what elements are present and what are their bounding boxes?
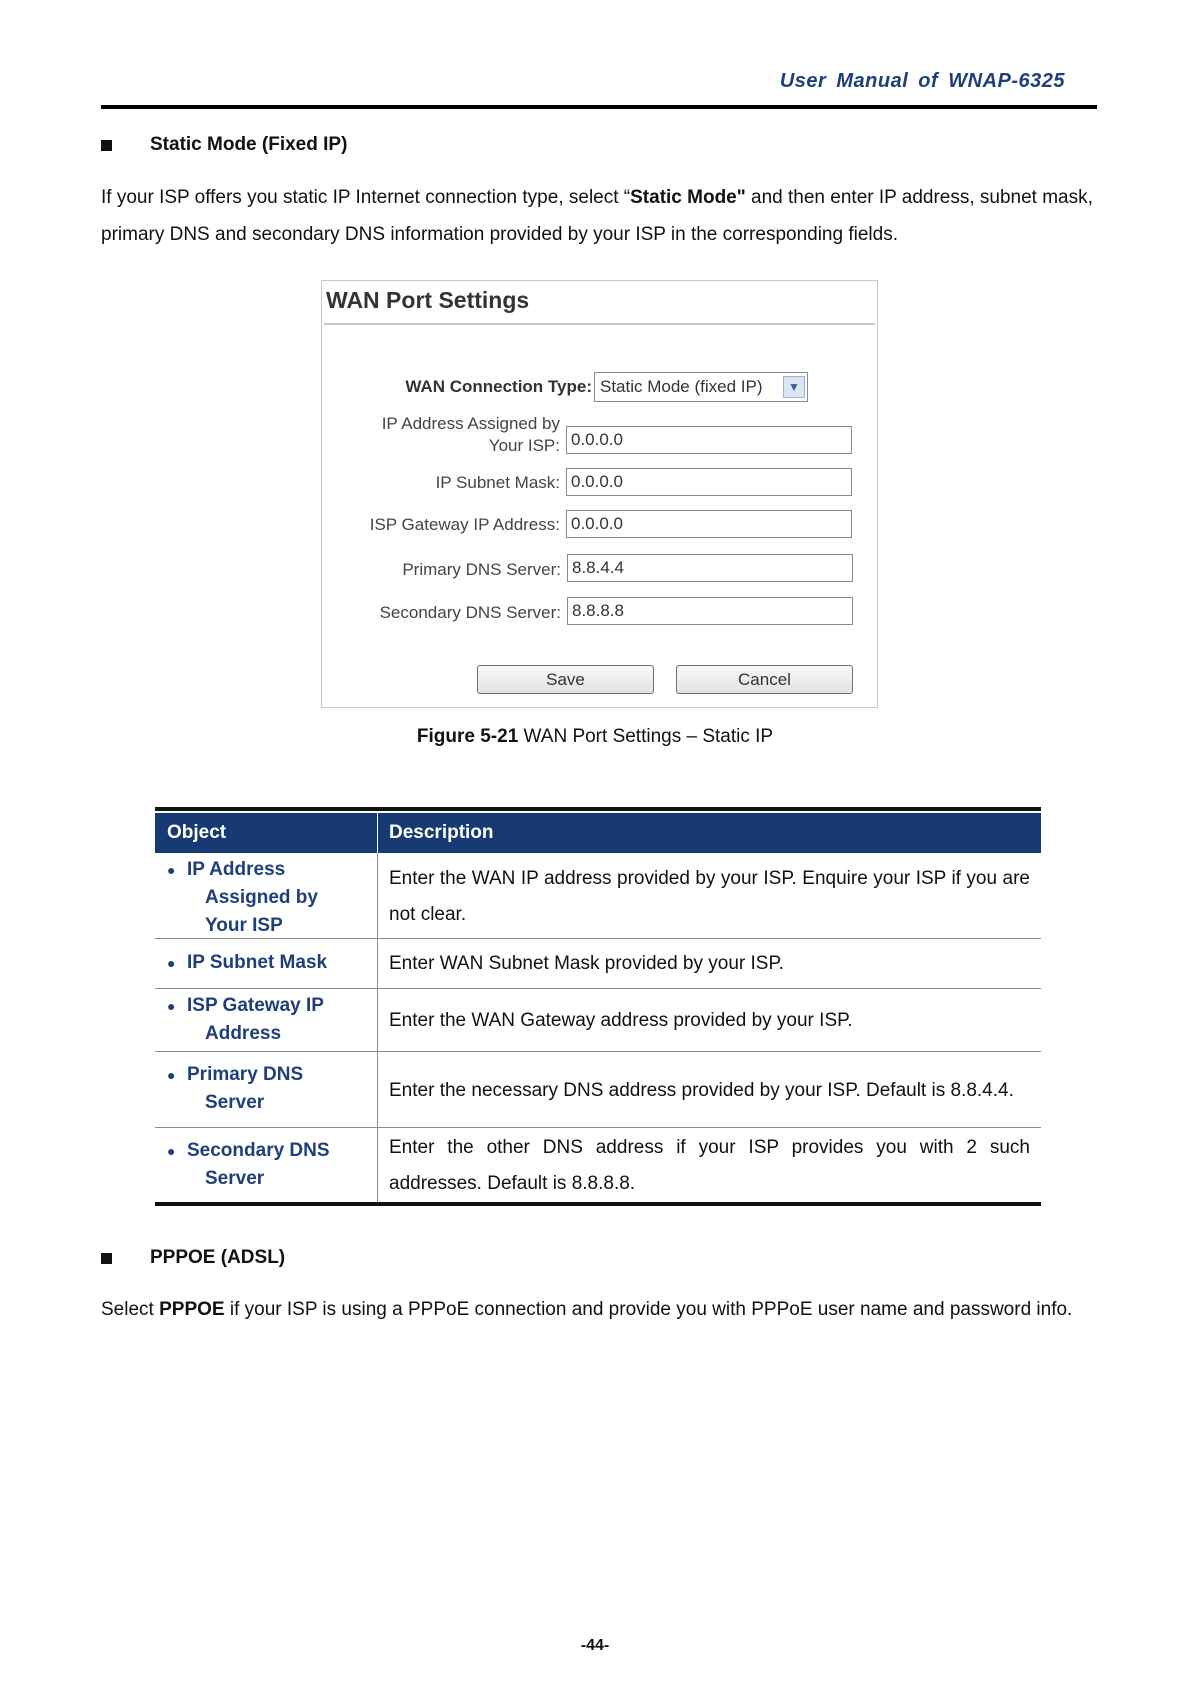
intro-text-2: and then enter IP address, subnet mask, primary DNS and secondary DNS information provided by your ISP in the corresponding fields.	[101, 187, 1093, 245]
secondary-dns-row	[322, 597, 877, 629]
table-cell-description: Enter the WAN IP address provided by your ISP. Enquire your ISP if you are not clear.	[389, 867, 1030, 925]
intro-text-1: If your ISP offers you static IP Internet connection type, select “	[101, 187, 631, 208]
object-line: Your ISP	[205, 915, 283, 936]
chevron-down-icon[interactable]: ▼	[783, 376, 805, 398]
square-bullet-icon	[101, 140, 112, 151]
static-mode-intro	[101, 179, 1098, 253]
table-cell-object	[155, 939, 378, 988]
static-mode-heading-text: Static Mode (Fixed IP)	[150, 134, 348, 155]
table-row	[155, 938, 1041, 988]
object-line: Server	[205, 1092, 265, 1113]
pppoe-intro	[101, 1291, 1098, 1328]
object-line: Assigned by	[205, 887, 318, 908]
save-button[interactable]: Save	[477, 665, 654, 694]
manual-header-title: User Manual of WNAP-6325	[779, 70, 1065, 92]
table-cell-description: Enter WAN Subnet Mask provided by your ISP.	[389, 952, 784, 974]
connection-type-label: WAN Connection Type:	[405, 377, 592, 396]
table-cell-description: Enter the necessary DNS address provided by your ISP. Default is 8.8.4.4.	[389, 1079, 1014, 1101]
pppoe-bold: PPPOE	[159, 1299, 225, 1320]
object-line: ISP Gateway IP	[187, 995, 324, 1016]
gateway-row	[322, 510, 877, 542]
table-header-row	[155, 811, 1041, 853]
object-description-table	[155, 807, 1041, 1206]
wan-panel-title: WAN Port Settings	[326, 287, 530, 313]
bullet-dot-icon: ●	[167, 1067, 176, 1083]
gateway-input[interactable]	[566, 510, 852, 538]
ip-address-row	[322, 413, 877, 463]
table-cell-object	[155, 989, 378, 1051]
connection-type-row	[322, 372, 877, 404]
header-rule	[101, 105, 1097, 109]
figure-number: Figure 5-21	[416, 726, 519, 747]
ip-address-label-line2: Your ISP:	[488, 436, 560, 455]
subnet-mask-label: IP Subnet Mask:	[435, 473, 560, 492]
pppoe-heading	[101, 1247, 285, 1269]
object-line: Address	[205, 1023, 282, 1044]
table-header-object: Object	[155, 813, 378, 853]
primary-dns-row	[322, 554, 877, 586]
bullet-dot-icon: ●	[167, 1143, 176, 1159]
table-header-description: Description	[389, 822, 494, 843]
intro-bold: Static Mode"	[630, 187, 746, 208]
square-bullet-icon	[101, 1253, 112, 1264]
secondary-dns-label: Secondary DNS Server:	[379, 603, 561, 622]
cancel-button[interactable]: Cancel	[676, 665, 853, 694]
bullet-dot-icon: ●	[167, 998, 176, 1014]
ip-address-label-line1: IP Address Assigned by	[381, 414, 560, 433]
object-line: Primary DNS	[187, 1064, 304, 1085]
table-cell-object	[155, 1128, 378, 1202]
primary-dns-input[interactable]	[567, 554, 853, 582]
table-cell-description: Enter the WAN Gateway address provided by your ISP.	[389, 1010, 853, 1031]
pppoe-text-2: if your ISP is using a PPPoE connection and provide you with PPPoE user name and password info.	[224, 1299, 1073, 1320]
page-number: -44-	[580, 1637, 610, 1654]
object-line: Secondary DNS	[187, 1140, 330, 1161]
object-line: IP Address	[187, 859, 286, 880]
wan-port-settings-panel	[321, 280, 878, 708]
table-row	[155, 853, 1041, 938]
gateway-label: ISP Gateway IP Address:	[369, 515, 560, 534]
figure-caption-text: WAN Port Settings – Static IP	[518, 726, 774, 747]
primary-dns-label: Primary DNS Server:	[402, 560, 561, 579]
bullet-dot-icon: ●	[167, 862, 176, 878]
table-cell-object	[155, 1052, 378, 1127]
secondary-dns-input[interactable]	[567, 597, 853, 625]
subnet-mask-input[interactable]	[566, 468, 852, 496]
table-row	[155, 1051, 1041, 1127]
table-row	[155, 988, 1041, 1051]
ip-address-label	[382, 413, 560, 457]
wan-title-divider	[324, 323, 875, 325]
figure-caption	[0, 726, 1190, 748]
connection-type-value: Static Mode (fixed IP)	[600, 377, 763, 396]
static-mode-heading	[101, 134, 347, 156]
table-cell-object	[155, 853, 378, 938]
object-line: Server	[205, 1168, 265, 1189]
bullet-dot-icon: ●	[167, 955, 176, 971]
pppoe-text-1: Select	[101, 1299, 160, 1320]
table-row	[155, 1127, 1041, 1202]
pppoe-heading-text: PPPOE (ADSL)	[150, 1247, 286, 1268]
table-cell-description: Enter the other DNS address if your ISP provides you with 2 such addresses. Default is 8.8.8.8.	[389, 1137, 1030, 1194]
connection-type-select[interactable]	[594, 372, 808, 402]
subnet-mask-row	[322, 467, 877, 499]
object-line: IP Subnet Mask	[187, 952, 328, 973]
ip-address-input[interactable]	[566, 426, 852, 454]
